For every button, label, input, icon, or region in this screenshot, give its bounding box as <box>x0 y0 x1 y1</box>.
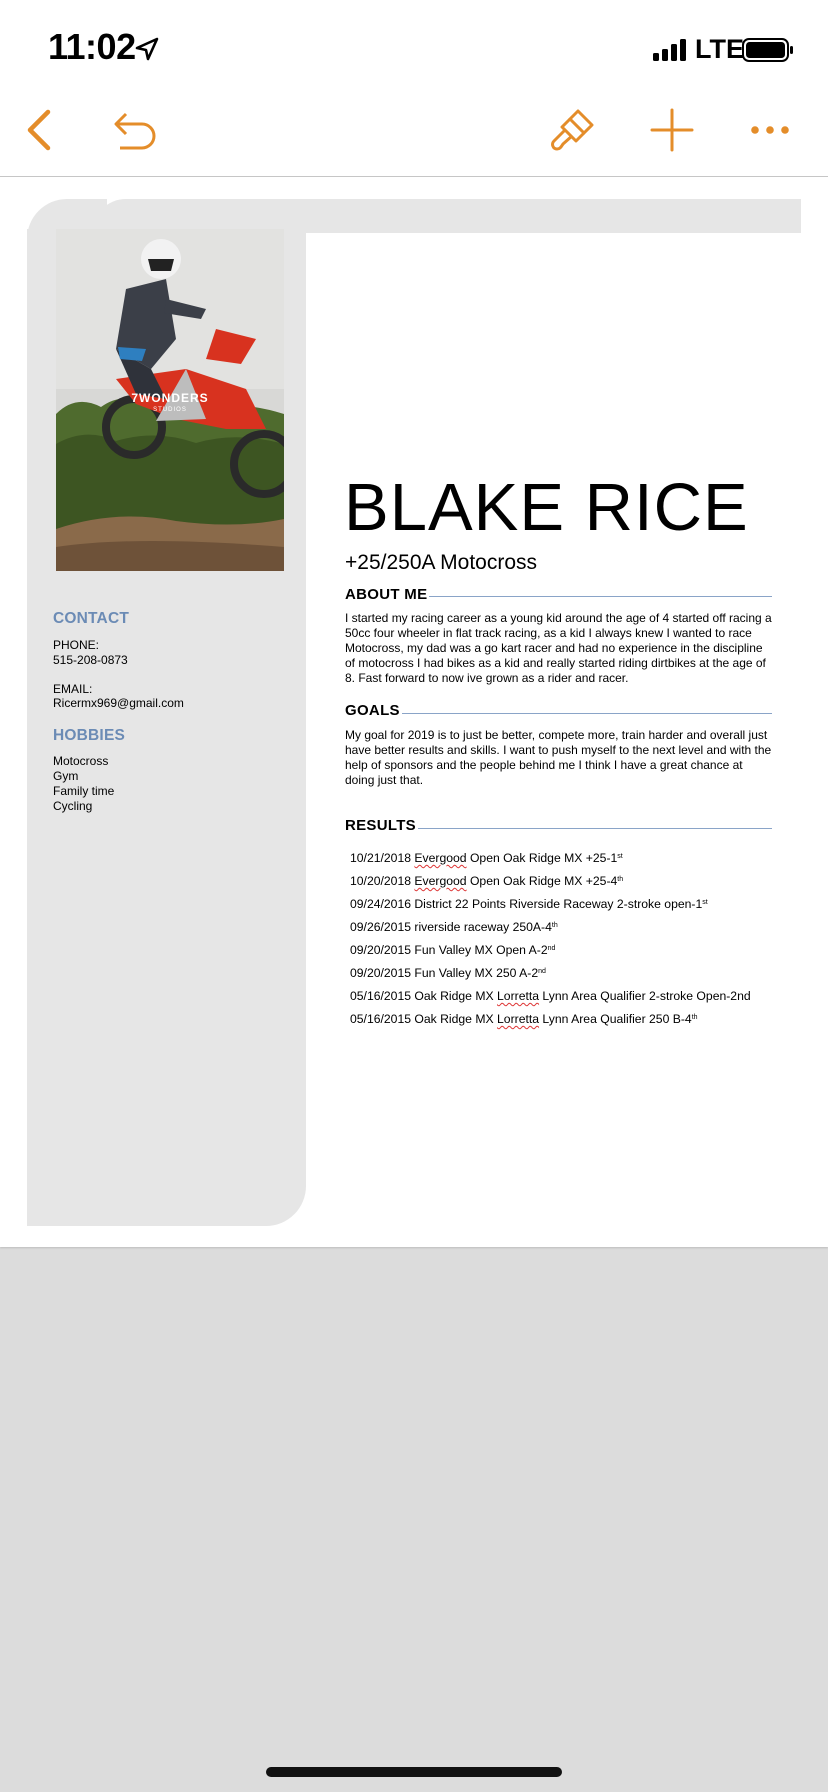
about-heading: ABOUT ME <box>345 586 428 603</box>
header-band <box>92 199 801 233</box>
goals-heading: GOALS <box>345 702 400 719</box>
document-toolbar <box>0 100 828 177</box>
spelling-flag[interactable]: Evergood <box>414 851 467 865</box>
email-value[interactable]: Ricermx969@gmail.com <box>53 696 184 710</box>
hobby-item: Motocross <box>53 754 109 768</box>
hobby-item: Family time <box>53 784 115 798</box>
phone-label: PHONE: <box>53 638 100 652</box>
location-arrow-icon <box>134 36 160 62</box>
goals-divider <box>345 713 772 714</box>
result-item: 10/20/2018 Evergood Open Oak Ridge MX +25-4th <box>350 874 624 888</box>
home-indicator[interactable] <box>266 1767 562 1777</box>
spelling-flag[interactable]: Evergood <box>414 874 467 888</box>
about-text: I started my racing career as a young kid around the age of 4 started off racing a 50cc four wheeler in flat track racing, as a kid I always knew I wanted to race Motocross, my dad was a go kart racer and had no experience in the discipline of motocross I had bikes as a kid and really started riding dirtbikes at the age of 8. Fast forward to now ive grown as a rider and racer. <box>345 611 772 685</box>
email-label: EMAIL: <box>53 682 93 696</box>
motocross-rider-image <box>56 229 284 571</box>
phone-value[interactable]: 515-208-0873 <box>53 653 128 667</box>
result-item: 10/21/2018 Evergood Open Oak Ridge MX +25-1st <box>350 851 623 865</box>
undo-icon[interactable] <box>112 108 160 152</box>
resume-subtitle: +25/250A Motocross <box>345 551 538 574</box>
result-item: 05/16/2015 Oak Ridge MX Lorretta Lynn Area Qualifier 2-stroke Open-2nd <box>350 989 751 1003</box>
photo-watermark-line1: 7WONDERS <box>131 391 209 405</box>
result-item: 05/16/2015 Oak Ridge MX Lorretta Lynn Area Qualifier 250 B-4th <box>350 1012 698 1026</box>
spelling-flag[interactable]: Lorretta <box>497 989 540 1003</box>
cellular-signal-icon <box>653 38 689 62</box>
more-icon[interactable] <box>750 108 790 152</box>
result-item: 09/24/2016 District 22 Points Riverside Raceway 2-stroke open-1st <box>350 897 708 911</box>
profile-photo[interactable] <box>56 229 284 571</box>
goals-text: My goal for 2019 is to just be better, compete more, train harder and overall just have better results and skills. I want to push myself to the next level and with the help of sponsors and the people behind me I think I have a great chance at doing just that. <box>345 728 772 787</box>
hobbies-heading: HOBBIES <box>53 727 126 744</box>
results-heading: RESULTS <box>345 817 416 834</box>
resume-page[interactable] <box>0 177 828 1247</box>
result-item: 09/20/2015 Fun Valley MX Open A-2nd <box>350 943 556 957</box>
photo-watermark-line2: STUDIOS <box>153 407 187 413</box>
network-type: LTE <box>695 34 744 64</box>
result-item: 09/26/2015 riverside raceway 250A-4th <box>350 920 558 934</box>
spelling-flag[interactable]: Lorretta <box>497 1012 540 1026</box>
format-brush-icon[interactable] <box>548 108 596 152</box>
status-time: 11:02 <box>48 26 136 67</box>
hobby-item: Gym <box>53 769 79 783</box>
resume-name: BLAKE RICE <box>344 470 749 545</box>
result-item: 09/20/2015 Fun Valley MX 250 A-2nd <box>350 966 546 980</box>
add-icon[interactable] <box>650 108 694 152</box>
content-corner <box>306 233 366 293</box>
hobby-item: Cycling <box>53 799 93 813</box>
status-bar <box>0 0 828 100</box>
back-chevron-icon[interactable] <box>24 108 54 152</box>
battery-icon <box>742 38 794 62</box>
contact-heading: CONTACT <box>53 610 130 627</box>
